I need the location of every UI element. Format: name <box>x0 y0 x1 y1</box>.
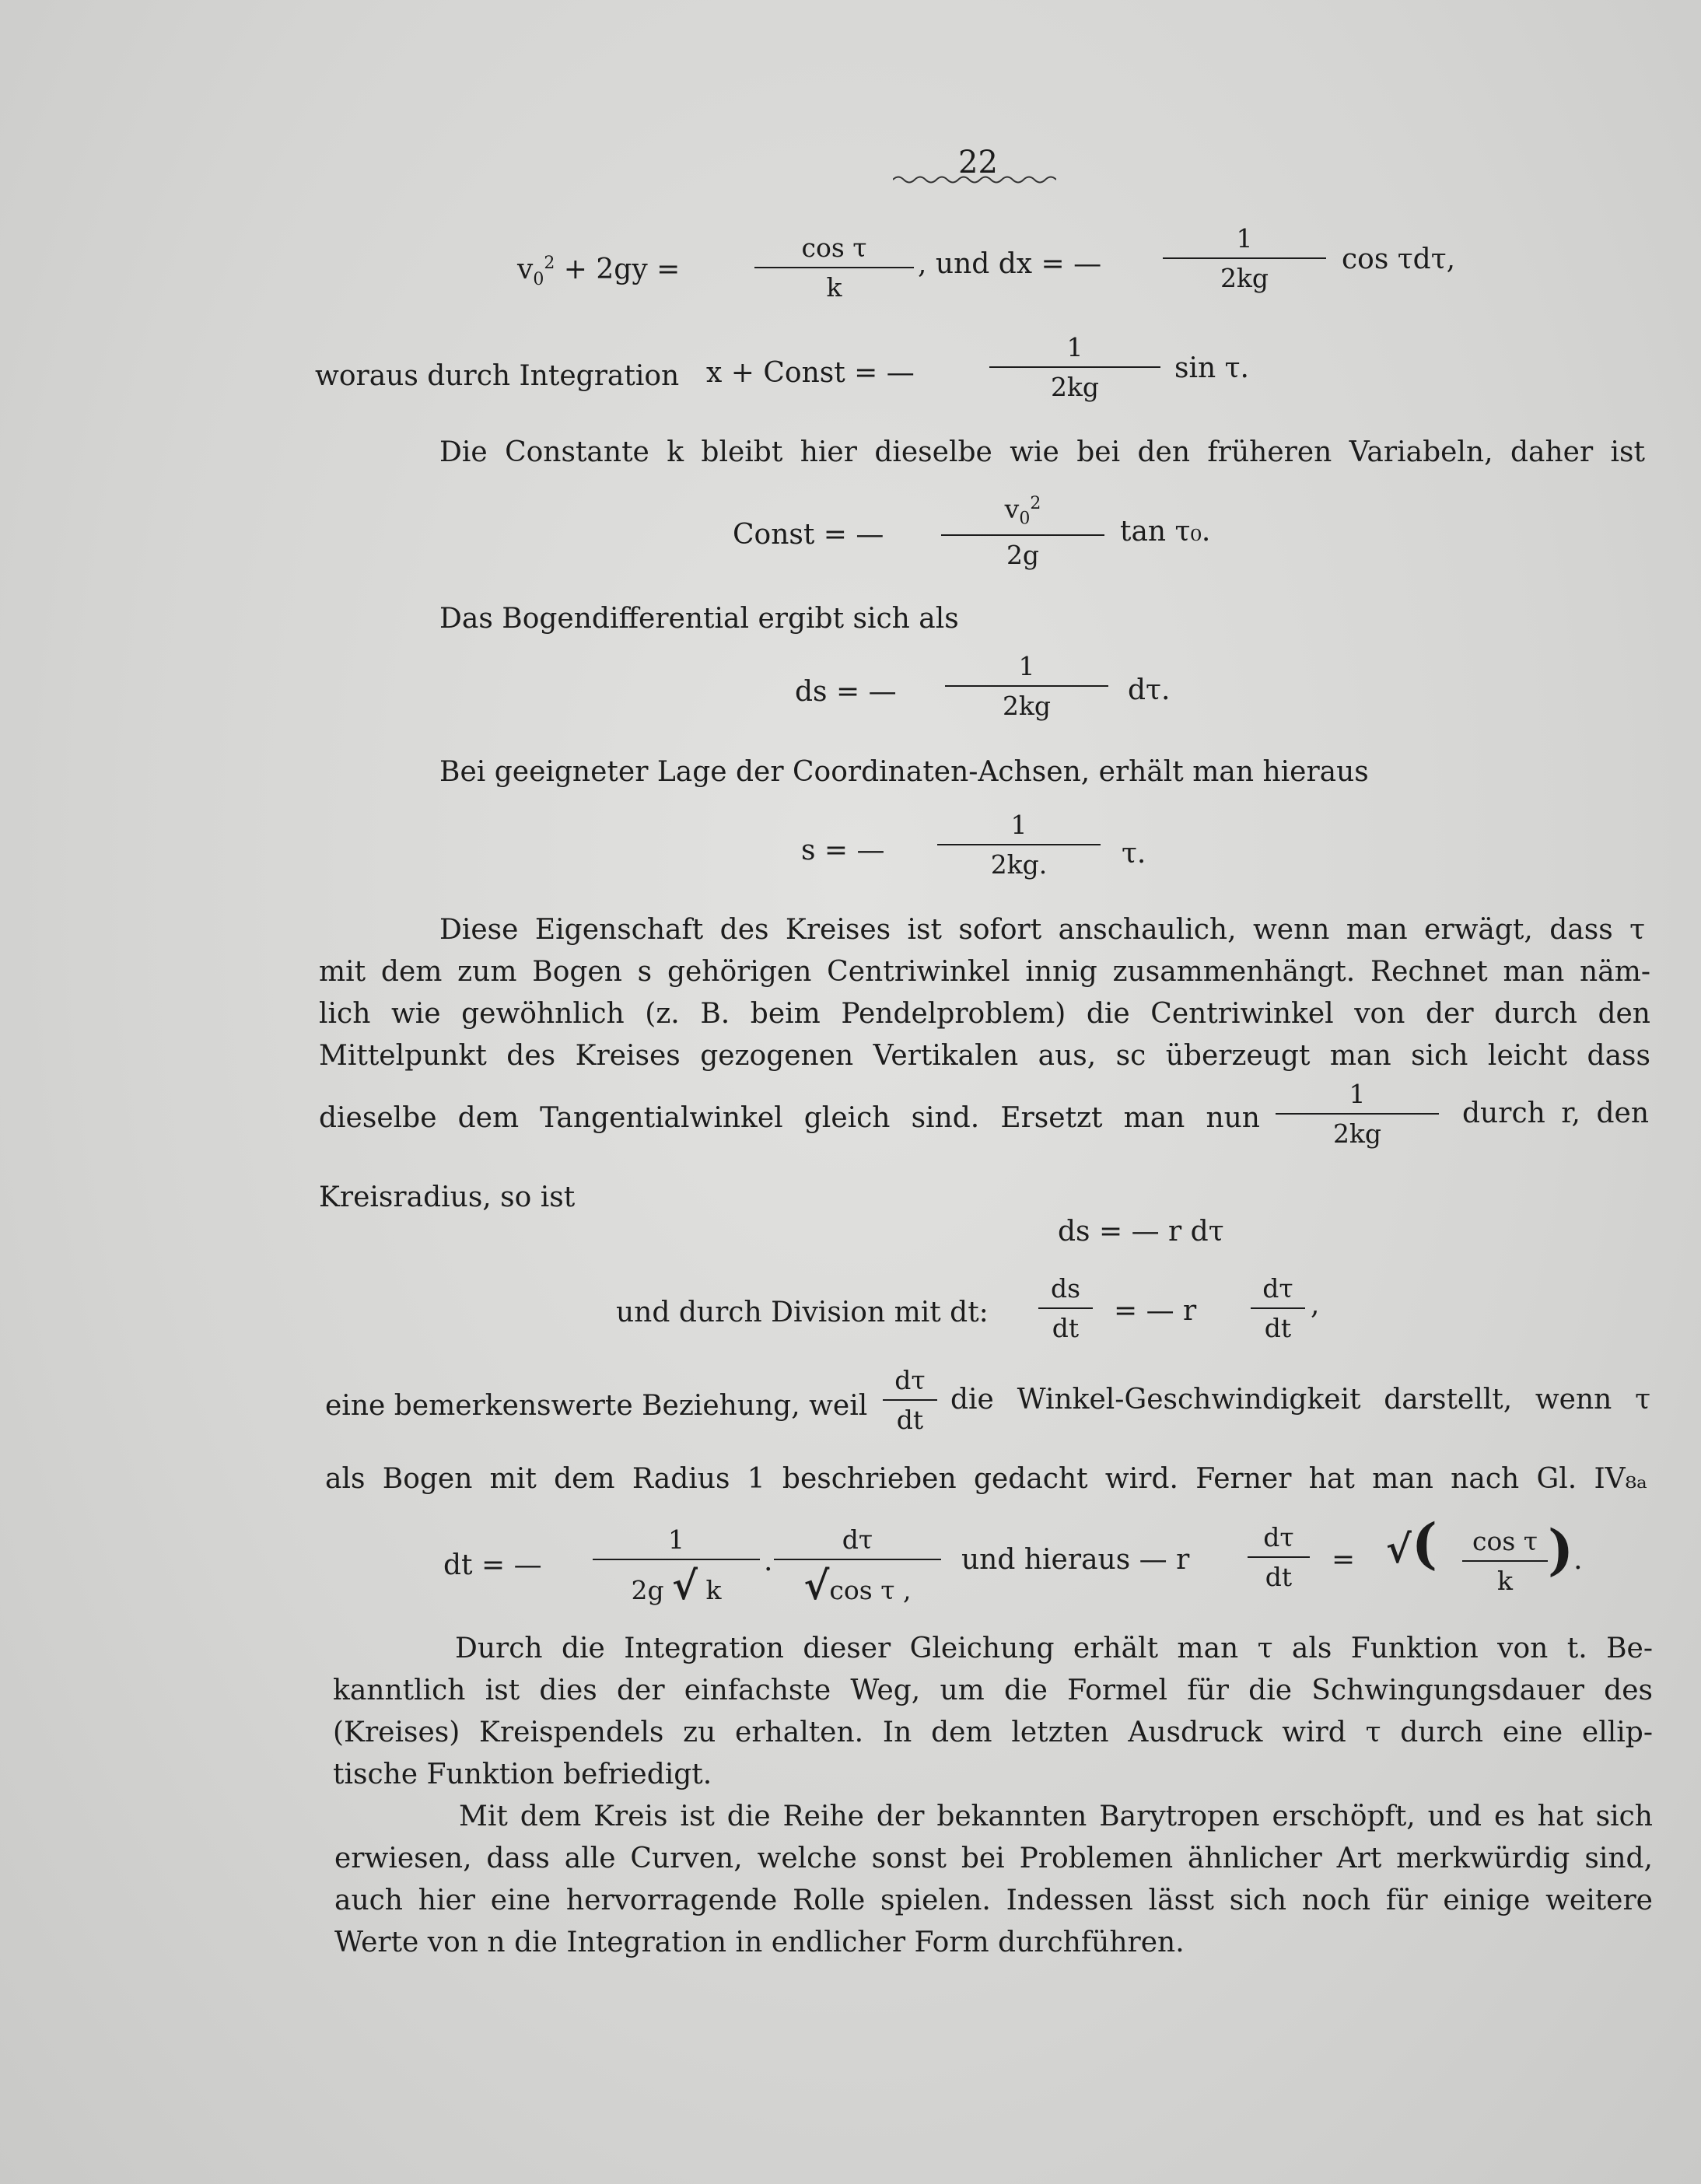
eq6: ds = — r dτ <box>1058 1216 1224 1248</box>
para2-line1-lead: eine bemerkenswerte Beziehung, weil <box>325 1390 868 1422</box>
para1-line4: Mittelpunkt des Kreises gezogenen Vertikalen aus, sc überzeugt man sich leicht dass <box>319 1040 1650 1072</box>
para1-line6: Kreisradius, so ist <box>319 1181 576 1213</box>
eq8-eq: = <box>1332 1544 1356 1576</box>
eq2-lhs: x + Const = — <box>706 357 915 389</box>
eq8-frac2: dτ √cos τ , <box>774 1527 941 1605</box>
para1-line5: dieselbe dem Tangentialwinkel gleich sind. Ersetzt man nun <box>319 1102 1260 1134</box>
eq7-mid: = — r <box>1114 1295 1197 1327</box>
eq3-lhs: Const = — <box>733 519 884 551</box>
eq1-tail: cos τdτ, <box>1342 243 1456 275</box>
para1-frac: 1 2kg <box>1276 1081 1439 1146</box>
eq5-frac: 1 2kg. <box>937 812 1101 877</box>
para4-line3: auch hier eine hervorragende Rolle spielen. Indessen lässt sich noch für einige weitere <box>334 1885 1653 1916</box>
eq2-lead: woraus durch Integration <box>315 360 680 392</box>
eq1-frac-cos-k: cos τ k <box>754 235 914 300</box>
para2-line2: als Bogen mit dem Radius 1 beschrieben gedacht wird. Ferner hat man nach Gl. IV₈ₐ <box>325 1463 1647 1495</box>
eq8-root: √( <box>1386 1511 1437 1576</box>
para3-line3: (Kreises) Kreispendels zu erhalten. In dem letzten Ausdruck wird τ durch eine ellip- <box>333 1717 1653 1748</box>
eq8-lhs: dt = — <box>443 1549 542 1581</box>
text-constante: Die Constante k bleibt hier dieselbe wie bei den früheren Variabeln, daher ist <box>439 436 1645 468</box>
para1-line1: Diese Eigenschaft des Kreises ist sofort anschaulich, wenn man erwägt, dass τ <box>439 914 1645 946</box>
page-number-ornament <box>893 174 1056 185</box>
para3-line2: kanntlich ist dies der einfachste Weg, um die Formel für die Schwingungsdauer des <box>333 1675 1653 1706</box>
eq7-tail: , <box>1311 1289 1320 1321</box>
eq8-dot: . <box>764 1545 773 1577</box>
para4-line2: erwiesen, dass alle Curven, welche sonst bei Problemen ähnlicher Art merkwürdig sind, <box>334 1843 1653 1874</box>
eq7-frac2: dτ dt <box>1251 1276 1305 1341</box>
eq3-tail: tan τ₀. <box>1120 516 1211 548</box>
eq1-lhs: $v_0^2 + 2gy$ = <box>517 254 681 290</box>
eq2-tail: sin τ. <box>1174 352 1249 384</box>
para3-line1: Durch die Integration dieser Gleichung erhält man τ als Funktion von t. Be- <box>455 1633 1653 1664</box>
para4-line4: Werte von n die Integration in endlicher Form durchführen. <box>334 1927 1185 1958</box>
eq5-tail: τ. <box>1122 838 1146 870</box>
eq8-frac3: dτ dt <box>1248 1524 1310 1590</box>
para3-line4: tische Funktion befriedigt. <box>333 1759 712 1790</box>
text-bogen: Das Bogendifferential ergibt sich als <box>439 603 959 635</box>
text-geeigneter: Bei geeigneter Lage der Coordinaten-Achsen, erhält man hieraus <box>439 756 1369 788</box>
eq3-frac: $v_0^2$ 2g <box>941 495 1104 568</box>
para2-line1-tail: die Winkel-Geschwindigkeit darstellt, wenn τ <box>950 1384 1650 1416</box>
eq8-mid: und hieraus — r <box>961 1544 1190 1576</box>
para1-line3: lich wie gewöhnlich (z. B. beim Pendelproblem) die Centriwinkel von der durch den <box>319 998 1650 1030</box>
eq4-frac: 1 2kg <box>945 653 1108 719</box>
page-number: 22 <box>958 145 998 180</box>
eq7-lead: und durch Division mit dt: <box>616 1297 989 1328</box>
eq8-close: ). <box>1548 1517 1583 1582</box>
eq8-frac1: 1 2g √ k <box>593 1527 760 1605</box>
para2-frac: dτ dt <box>883 1367 937 1433</box>
para1-line5-tail: durch r, den <box>1462 1097 1649 1129</box>
eq5-lhs: s = — <box>801 835 885 866</box>
eq8-frac4: cos τ k <box>1462 1528 1548 1594</box>
eq2-frac: 1 2kg <box>989 334 1160 400</box>
para4-line1: Mit dem Kreis ist die Reihe der bekannten Barytropen erschöpft, und es hat sich <box>459 1801 1653 1832</box>
eq4-tail: dτ. <box>1128 674 1171 706</box>
para1-line2: mit dem zum Bogen s gehörigen Centriwinkel innig zusammenhängt. Rechnet man näm- <box>319 956 1650 988</box>
eq1-frac-1-2kg: 1 2kg <box>1163 226 1326 291</box>
eq1-mid: , und dx = — <box>918 248 1102 280</box>
eq7-frac1: ds dt <box>1038 1276 1093 1341</box>
eq4-lhs: ds = — <box>795 676 897 708</box>
